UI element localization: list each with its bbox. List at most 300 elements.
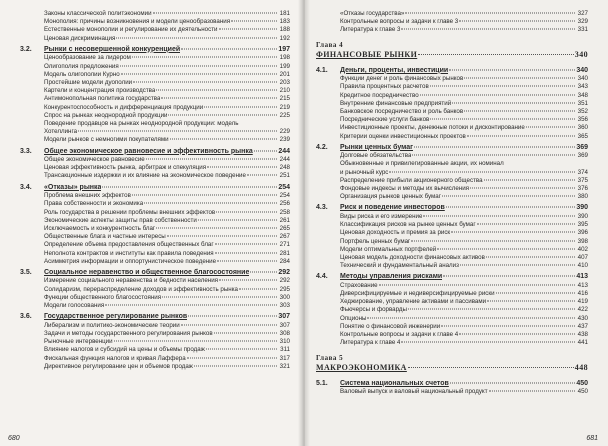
entry-page: 258	[279, 208, 290, 216]
entry-title: Хеджирование, управление активами и пассивами	[340, 298, 487, 306]
toc-section-entry	[20, 183, 290, 193]
section-page: 340	[576, 66, 588, 74]
entry-page: 450	[577, 388, 588, 395]
entry-page: 374	[577, 168, 588, 176]
section-page: 292	[278, 268, 290, 276]
entry-title: Рыночные интервенции	[44, 338, 113, 346]
entry-title: Простейшие модели дуополии	[44, 78, 133, 86]
toc-subentry	[316, 315, 588, 323]
entry-title: Ценовая модель доходности финансовых активов	[340, 253, 485, 261]
book-gutter-shadow	[298, 0, 310, 446]
entry-title: Распределение прибыли акционерного общества	[340, 176, 483, 184]
entry-title: Асимметрия информации и оппортунистическое поведение	[44, 257, 217, 265]
toc-subentry	[20, 54, 290, 62]
toc-subentry	[20, 363, 290, 371]
toc-subentry	[316, 169, 588, 177]
entry-page: 380	[577, 193, 588, 201]
entry-page: 248	[279, 164, 290, 172]
leader-dots	[414, 146, 575, 147]
toc-subentry	[20, 71, 290, 79]
toc-subentry	[316, 92, 588, 100]
toc-subentry	[20, 136, 290, 144]
section-page: 450	[576, 379, 588, 387]
entry-title: Хотеллинга	[44, 128, 78, 136]
leader-dots	[188, 316, 277, 317]
entry-page: 244	[279, 156, 290, 164]
toc-subentry	[20, 95, 290, 103]
entry-page: 352	[577, 107, 588, 115]
entry-page: 395	[577, 221, 588, 229]
leader-dots	[430, 86, 575, 87]
entry-title: Трансакционные издержки и их влияние на экономическое поведение	[44, 172, 246, 180]
entry-title: Экономические аспекты защиты прав собственности	[44, 216, 197, 224]
leader-dots	[181, 324, 277, 325]
entry-page: 340	[577, 75, 588, 83]
leader-dots	[401, 342, 575, 343]
toc-subentry	[20, 156, 290, 164]
entry-page: 310	[279, 338, 290, 346]
leader-dots	[219, 29, 278, 30]
entry-title: Долговые обязательства	[340, 152, 412, 160]
entry-title: Контрольные вопросы и задачи к главе 4	[340, 331, 459, 339]
toc-subentry	[20, 35, 290, 43]
entry-page: 327	[577, 10, 588, 17]
toc-subentry	[20, 128, 290, 136]
toc-list-left	[20, 10, 290, 371]
toc-subentry	[316, 213, 588, 221]
section-title: «Отказы» рынка	[44, 183, 102, 191]
entry-page: 376	[577, 185, 588, 193]
leader-dots	[412, 155, 575, 156]
chapter-label: Глава 5	[316, 353, 344, 362]
leader-dots	[144, 203, 277, 204]
toc-subentry	[20, 241, 290, 249]
section-number: 3.2.	[20, 45, 32, 53]
leader-dots	[437, 248, 575, 249]
page-number-left: 680	[8, 435, 20, 442]
leader-dots	[446, 207, 575, 208]
leader-dots	[496, 293, 575, 294]
entry-title: Функции общественного благосостояния	[44, 293, 162, 301]
entry-title: Критерии оценки инвестиционных проектов	[340, 132, 466, 140]
toc-subentry	[20, 294, 290, 302]
toc-subentry	[316, 246, 588, 254]
entry-page: 437	[577, 322, 588, 330]
entry-page: 416	[577, 290, 588, 298]
entry-title: Ценовая эффективность рынка, арбитраж и спекуляция	[44, 164, 207, 172]
leader-dots	[459, 21, 575, 22]
toc-section-entry	[20, 312, 290, 322]
toc-subentry	[316, 100, 588, 108]
leader-dots	[408, 309, 575, 310]
leader-dots	[121, 73, 277, 74]
leader-dots	[526, 127, 575, 128]
section-number: 4.3.	[316, 204, 328, 212]
entry-title: Модели рынков с немногими покупателями	[44, 136, 169, 144]
entry-title: Либерализм и политико-экономические теории	[44, 321, 180, 329]
toc-subentry	[316, 177, 588, 185]
entry-page: 225	[279, 111, 290, 119]
toc-subentry	[20, 277, 290, 285]
leader-dots	[132, 195, 277, 196]
entry-title: Исключаемость и конкурентность благ	[44, 224, 156, 232]
leader-dots	[420, 94, 575, 95]
toc-section-entry	[20, 45, 290, 55]
entry-page: 321	[279, 362, 290, 370]
entry-page: 256	[279, 200, 290, 208]
leader-dots	[146, 159, 277, 160]
leader-dots	[170, 139, 277, 140]
toc-subentry	[316, 133, 588, 141]
entry-page: 192	[279, 34, 290, 42]
leader-dots	[194, 365, 277, 366]
entry-title: Контрольные вопросы и задачи к главе 3	[340, 18, 459, 26]
leader-dots	[181, 48, 277, 49]
entry-title: Модели голосования	[44, 302, 105, 310]
entry-page: 229	[279, 128, 290, 136]
toc-subentry	[316, 10, 588, 18]
leader-dots	[198, 219, 277, 220]
leader-dots	[153, 13, 277, 14]
toc-subentry	[20, 346, 290, 354]
leader-dots	[487, 301, 575, 302]
entry-page: 422	[577, 306, 588, 314]
entry-page: 215	[279, 95, 290, 103]
entry-title: Солидаризм, перераспределение доходов и эффективность рынка	[44, 285, 238, 293]
entry-page: 292	[279, 277, 290, 285]
section-title: Методы управления рисками	[340, 273, 443, 281]
toc-subentry	[20, 172, 290, 180]
entry-page: 375	[577, 176, 588, 184]
entry-title: Задачи и методы государственного регулирования рынков	[44, 330, 213, 337]
leader-dots	[405, 13, 575, 14]
toc-subentry	[20, 209, 290, 217]
leader-dots	[464, 78, 575, 79]
entry-title: Опционы	[340, 314, 367, 322]
entry-page: 303	[279, 302, 290, 310]
chapter-label: Глава 4	[316, 40, 344, 49]
toc-subentry	[316, 282, 588, 290]
entry-page: 295	[279, 285, 290, 293]
toc-section-entry	[316, 143, 588, 153]
leader-dots	[484, 179, 575, 180]
leader-dots	[114, 341, 277, 342]
entry-title: Страхование	[340, 281, 378, 289]
entry-title: Посреднические услуги банков	[340, 116, 430, 124]
leader-dots	[254, 150, 277, 151]
leader-dots	[78, 131, 277, 132]
leader-dots	[460, 265, 575, 266]
leader-dots	[408, 367, 574, 368]
entry-page: 402	[577, 245, 588, 253]
entry-page: 348	[577, 91, 588, 99]
section-page: 369	[576, 143, 588, 151]
entry-page: 210	[279, 87, 290, 95]
leader-dots	[216, 211, 277, 212]
chapter-page: 448	[574, 362, 588, 372]
leader-dots	[379, 284, 575, 285]
toc-subentry	[316, 75, 588, 83]
section-title: Рынки с несовершенной конкуренцией	[44, 45, 181, 53]
entry-page: 183	[279, 18, 290, 26]
entry-title: Кредитное посредничество	[340, 91, 419, 99]
section-title: Социальное неравенство и общественное благосостояние	[44, 268, 250, 276]
entry-title: Общее экономическое равновесие	[44, 156, 145, 164]
toc-subentry	[20, 164, 290, 172]
leader-dots	[423, 215, 575, 216]
toc-subentry	[20, 258, 290, 266]
entry-title: Внутренние финансовые предприятий	[340, 99, 452, 107]
entry-title: Конкурентоспособность и дифференциация продукции	[44, 103, 204, 111]
toc-subentry	[316, 306, 588, 314]
leader-dots	[168, 114, 277, 115]
entry-page: 199	[279, 62, 290, 70]
leader-dots	[239, 288, 277, 289]
entry-page: 360	[577, 124, 588, 132]
section-page: 413	[576, 273, 588, 281]
leader-dots	[464, 110, 575, 111]
leader-dots	[215, 252, 277, 253]
entry-title: Естественные монополии и регулирование их деятельности	[44, 26, 218, 34]
entry-title: Директивное регулирование цен и объемов продаж	[44, 362, 193, 370]
section-page: 254	[278, 183, 290, 191]
section-number: 3.3.	[20, 147, 32, 155]
leader-dots	[187, 357, 277, 358]
page-number-right: 681	[586, 435, 598, 442]
toc-subentry	[20, 18, 290, 26]
leader-dots	[204, 106, 277, 107]
leader-dots	[162, 296, 277, 297]
entry-page: 331	[577, 26, 588, 34]
entry-title: Литература к главе 4	[340, 339, 401, 347]
toc-subentry	[20, 87, 290, 95]
entry-title: Правила процентных расчетов	[340, 83, 429, 91]
leader-dots	[470, 188, 575, 189]
entry-title: Обыкновенные и привилегированные акции, их номинал	[340, 160, 504, 168]
entry-page: 317	[279, 354, 290, 362]
entry-title: Функции денег и роль финансовых рынков	[340, 75, 464, 83]
toc-section-entry	[316, 66, 588, 76]
toc-section-entry	[316, 272, 588, 282]
entry-page: 203	[279, 78, 290, 86]
entry-title: Организация рынков ценных бумаг	[340, 193, 441, 201]
section-number: 4.2.	[316, 143, 328, 151]
entry-page: 251	[279, 172, 290, 180]
chapter-title-entry	[316, 363, 588, 373]
toc-section-entry	[316, 203, 588, 213]
chapter-title: ФИНАНСОВЫЕ РЫНКИ	[316, 49, 418, 59]
entry-title: Олигополия предложения	[44, 62, 119, 70]
leader-dots	[120, 65, 277, 66]
entry-title: Монополия: причины возникновения и модели ценообразования	[44, 18, 231, 26]
left-page	[0, 0, 302, 446]
toc-subentry	[316, 83, 588, 91]
entry-page: 369	[577, 152, 588, 160]
toc-subentry	[20, 200, 290, 208]
toc-subentry	[20, 302, 290, 310]
leader-dots	[156, 227, 277, 228]
entry-title: Валовый выпуск и валовый национальный продукт	[340, 388, 488, 395]
entry-page: 441	[577, 339, 588, 347]
entry-title: «Отказы государства»	[340, 10, 405, 17]
leader-dots	[217, 260, 277, 261]
toc-subentry	[316, 152, 588, 160]
entry-title: Ценовая доходность и премия за риск	[340, 229, 451, 237]
toc-subentry	[20, 338, 290, 346]
section-title: Рынки ценных бумаг	[340, 143, 414, 151]
leader-dots	[206, 349, 277, 350]
entry-title: Фьючерсы и форварды	[340, 306, 407, 314]
toc-subentry	[316, 254, 588, 262]
section-page: 390	[576, 204, 588, 212]
section-title: Деньги, проценты, инвестиции	[340, 66, 449, 74]
leader-dots	[214, 333, 277, 334]
toc-subentry	[20, 217, 290, 225]
toc-subentry	[20, 322, 290, 330]
section-page: 197	[278, 45, 290, 53]
entry-page: 271	[279, 241, 290, 249]
leader-dots	[486, 256, 575, 257]
toc-subentry	[20, 286, 290, 294]
toc-subentry	[20, 233, 290, 241]
entry-title: Неполнота контрактов и институты как правила поведения	[44, 249, 214, 257]
entry-page: 254	[279, 192, 290, 200]
entry-page: 438	[577, 331, 588, 339]
toc-subentry	[316, 323, 588, 331]
leader-dots	[215, 244, 277, 245]
entry-page: 261	[279, 216, 290, 224]
entry-title: Ценообразование за лидером	[44, 54, 131, 62]
chapter-page: 340	[574, 49, 588, 59]
toc-subentry	[316, 298, 588, 306]
toc-subentry	[20, 250, 290, 258]
toc-subentry	[316, 229, 588, 237]
entry-page: 308	[279, 330, 290, 337]
section-title: Система национальных счетов	[340, 379, 449, 387]
toc-subentry	[20, 192, 290, 200]
entry-page: 198	[279, 54, 290, 62]
entry-title: Поведение продавцов на рынках неоднородной продукции: модель	[44, 119, 239, 127]
leader-dots	[477, 224, 575, 225]
toc-subentry	[316, 18, 588, 26]
leader-dots	[231, 21, 277, 22]
entry-title: Портфель ценных бумаг	[340, 237, 411, 245]
leader-dots	[250, 271, 277, 272]
section-number: 3.4.	[20, 183, 32, 191]
section-title: Государственное регулирование рынков	[44, 313, 188, 321]
entry-page: 188	[279, 26, 290, 34]
entry-title: Модели оптимальных портфелей	[340, 245, 437, 253]
toc-subentry	[20, 355, 290, 363]
leader-dots	[132, 57, 277, 58]
leader-dots	[442, 196, 575, 197]
section-number: 5.1.	[316, 379, 328, 387]
leader-dots	[411, 240, 575, 241]
toc-subentry	[20, 79, 290, 87]
toc-subentry	[316, 108, 588, 116]
leader-dots	[451, 232, 575, 233]
entry-page: 239	[279, 136, 290, 144]
entry-title: Классификация рисков на рынке ценных бумаг	[340, 221, 476, 229]
toc-subentry	[20, 330, 290, 338]
section-number: 4.1.	[316, 66, 328, 74]
leader-dots	[102, 186, 277, 187]
leader-dots	[449, 69, 575, 70]
entry-title: и рыночный курс	[340, 168, 389, 176]
entry-page: 219	[279, 103, 290, 111]
entry-page: 300	[279, 293, 290, 301]
entry-page: 413	[577, 281, 588, 289]
leader-dots	[459, 334, 575, 335]
entry-page: 181	[279, 10, 290, 17]
right-page	[302, 0, 608, 446]
leader-dots	[156, 90, 277, 91]
entry-title: Фондовые индексы и методы их вычисления	[340, 185, 470, 193]
entry-title: Влияние налогов и субсидий на цены и объемы продаж	[44, 346, 205, 354]
toc-section-entry	[20, 268, 290, 278]
toc-section-entry	[20, 147, 290, 157]
toc-subentry	[316, 262, 588, 270]
toc-subentry	[316, 388, 588, 396]
toc-subentry	[316, 193, 588, 201]
leader-dots	[430, 119, 575, 120]
entry-page: 356	[577, 116, 588, 124]
leader-dots	[441, 325, 575, 326]
entry-title: Инвестиционные проекты, денежные потоки и дисконтирование	[340, 124, 525, 132]
entry-page: 281	[279, 249, 290, 257]
toc-section-entry	[316, 379, 588, 389]
entry-title: Модель олигополии Курно	[44, 70, 120, 78]
spacer	[316, 60, 588, 64]
spacer	[316, 373, 588, 377]
toc-subentry	[316, 290, 588, 298]
entry-title: Литература к главе 3	[340, 26, 401, 34]
leader-dots	[133, 81, 277, 82]
entry-title: Проблема внешних эффектов	[44, 192, 131, 200]
entry-title: Измерение социального неравенства и бедности населения	[44, 277, 219, 285]
section-title: Общее экономическое равновесие и эффективность рынка	[44, 147, 253, 155]
section-title: Риск и поведение инвесторов	[340, 204, 445, 212]
entry-page: 365	[577, 132, 588, 140]
toc-subentry	[316, 26, 588, 34]
toc-subentry	[20, 10, 290, 18]
entry-page: 419	[577, 298, 588, 306]
section-number: 3.6.	[20, 313, 32, 321]
section-page: 244	[278, 147, 290, 155]
entry-title: Понятие о финансовой инженерии	[340, 322, 441, 330]
leader-dots	[401, 29, 575, 30]
toc-subentry	[316, 185, 588, 193]
leader-dots	[247, 175, 277, 176]
leader-dots	[389, 171, 575, 172]
entry-page: 284	[279, 257, 290, 265]
chapter-title-entry	[316, 50, 588, 60]
entry-page: 398	[577, 237, 588, 245]
entry-title: Виды риска и его измерение	[340, 212, 423, 220]
leader-dots	[207, 167, 277, 168]
toc-subentry	[20, 63, 290, 71]
entry-page: 430	[577, 314, 588, 322]
entry-page: 307	[279, 321, 290, 329]
entry-title: Определение объема предоставления общественных благ	[44, 241, 214, 249]
entry-page: 396	[577, 229, 588, 237]
entry-title: Антимонопольная политика государства	[44, 95, 161, 103]
leader-dots	[452, 102, 575, 103]
section-number: 3.5.	[20, 268, 32, 276]
leader-dots	[467, 135, 575, 136]
leader-dots	[489, 391, 575, 392]
entry-page: 201	[279, 70, 290, 78]
